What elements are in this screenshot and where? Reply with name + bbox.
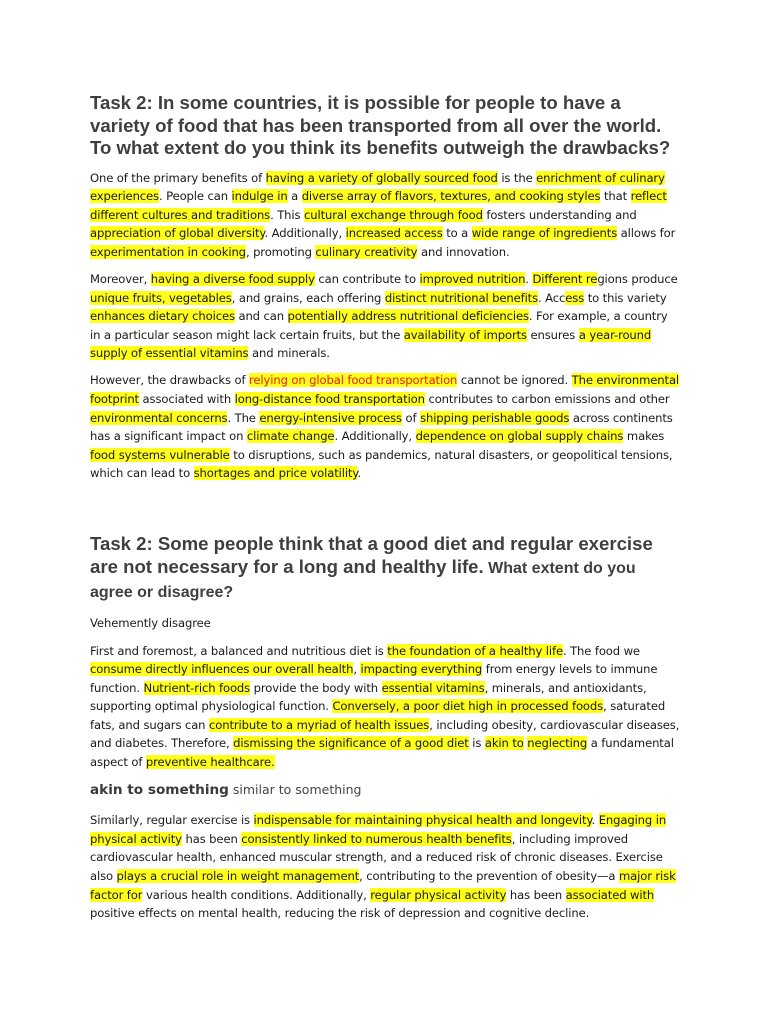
text-run: various health conditions. Additionally, [142,887,371,902]
text-run: and minerals. [248,346,330,361]
essay-paragraph [90,270,680,363]
text-run: that [600,189,631,204]
vocab-note [90,780,680,800]
highlighted-phrase: enrichment of culinary experiences [90,170,665,204]
highlighted-phrase: reflect different cultures and traditions [90,189,667,222]
text-run: , including obesity, cardiovascular diseases, and diabetes. Therefore, [90,717,680,751]
essay-paragraph [90,371,680,483]
highlighted-phrase: appreciation of global diversity [90,226,265,241]
text-run: . Additionally, [334,429,416,444]
highlighted-phrase: Different re [532,271,598,286]
text-run: from energy levels to immune function. [90,662,658,695]
text-run: of [401,410,421,425]
highlighted-phrase: distinct nutritional benefits [384,290,539,305]
task2-question-tail: What extent do you agree or disagree? [90,559,636,601]
text-run: a fundamental aspect of [90,736,674,770]
highlighted-phrase: indulge in [231,189,288,204]
highlighted-phrase: The environmental footprint [90,373,680,407]
text-run: and can [234,309,288,324]
essay-paragraph [90,642,680,772]
highlighted-phrase: availability of imports [403,327,527,342]
highlighted-phrase: experimentation in cooking [90,244,246,259]
text-run: to disruptions, such as pandemics, natural disasters, or geopolitical tensions, which can lead to [90,447,673,481]
task1-essay [90,169,680,484]
highlighted-phrase: major risk factor for [90,868,676,902]
highlighted-phrase: preventive healthcare. [145,755,275,770]
text-run: ensures [526,327,579,342]
task2-essay-continued [90,811,680,923]
highlighted-phrase: having a variety of globally sourced food [265,170,498,185]
highlighted-phrase: improved nutrition [419,271,526,286]
text-run: associated with [138,392,235,407]
text-run: has been [506,887,566,902]
text-run: a [287,189,302,204]
text-run: . Acc [538,290,566,305]
highlighted-phrase: diverse array of flavors, textures, and cooking styles [301,189,601,204]
highlighted-phrase: energy-intensive process [259,410,402,425]
text-run: . This [270,207,305,222]
highlighted-phrase: wide range of ingredients [471,226,618,241]
task2-essay [90,642,680,772]
task1-label: Task 2: [90,92,153,113]
highlighted-phrase: akin to [484,736,524,751]
task2-stance: Vehemently disagree [90,615,211,630]
text-run: . [525,271,533,286]
document-content [90,92,680,931]
highlighted-phrase: regular physical activity [370,887,507,902]
highlighted-phrase: impacting everything [360,662,483,677]
vocab-meaning: similar to something [228,782,362,798]
text-run: One of the primary benefits of [90,170,266,185]
highlighted-phrase: food systems vulnerable [90,447,230,462]
essay-paragraph [90,811,680,923]
highlighted-phrase-red: relying on global food transportation [249,373,458,388]
highlighted-phrase: long-distance food transportation [234,392,425,407]
text-run: , including improved cardiovascular health, enhanced muscular strength, and a reduced risk of chronic diseases. Exercise also [90,831,663,883]
highlighted-phrase: climate change [246,429,335,444]
highlighted-phrase: associated with [565,887,655,902]
highlighted-phrase: the foundation of a healthy life [387,643,563,658]
task2-question: Some people think that a good diet and regular exercise are not necessary for a long and healthy life. [90,533,653,577]
text-run: has been [181,831,242,846]
text-run: Similarly, regular exercise is [90,813,254,828]
text-run: Moreover, [90,271,151,286]
highlighted-phrase: potentially address nutritional deficiencies [287,309,529,324]
highlighted-phrase: dependence on global supply chains [415,429,624,444]
text-run: contributes to carbon emissions and other [424,392,670,407]
highlighted-phrase: shipping perishable goods [420,410,570,425]
text-run: is the [497,170,537,185]
text-run: allows for [617,226,676,241]
text-run: . The food we [562,643,640,658]
text-run: . People can [158,189,232,204]
highlighted-phrase: dismissing the significance of a good diet [233,736,469,751]
highlighted-phrase: a year-round supply of essential vitamins [90,327,652,361]
text-run: , [353,662,361,677]
vocab-term: akin to something [90,782,229,799]
highlighted-phrase: consume directly influences our overall health [90,662,354,677]
highlighted-phrase: increased access [345,226,443,241]
highlighted-phrase: having a diverse food supply [150,271,315,286]
text-run: provide the body with [250,680,382,695]
text-run: . Additionally, [264,226,346,241]
highlighted-phrase: neglecting [527,736,588,751]
text-run: , contributing to the prevention of obesity—a [359,868,619,883]
highlighted-phrase: Engaging in physical activity [90,813,667,846]
task1-question: In some countries, it is possible for people to have a variety of food that has been transported from all over the world. To what extent do you think its benefits outweigh the drawbacks? [90,92,671,158]
text-run: . [591,813,599,828]
text-run: and innovation. [417,244,510,259]
text-run: . The [227,410,260,425]
text-run: can contribute to [314,271,420,286]
highlighted-phrase: culinary creativity [315,244,418,259]
essay-paragraph [90,169,680,262]
highlighted-phrase: indispensable for maintaining physical health and longevity [253,813,592,828]
highlighted-phrase: plays a crucial role in weight management [116,868,360,883]
text-run: fosters understanding and [482,207,637,222]
highlighted-phrase: consistently linked to numerous health benefits [241,831,512,846]
text-run: , minerals, and antioxidants, supporting optimal physiological function. [90,680,647,714]
text-run: to a [442,226,472,241]
text-run: makes [623,429,665,444]
text-run: . [357,466,362,481]
highlighted-phrase: shortages and price volatility [193,466,358,481]
task2-label: Task 2: [90,533,153,554]
highlighted-phrase: environmental concerns [90,410,228,425]
text-run: , promoting [245,244,316,259]
highlighted-phrase: enhances dietary choices [90,309,235,324]
text-run: However, the drawbacks of [90,373,250,388]
highlighted-phrase: unique fruits, vegetables [90,290,232,305]
task2-heading [90,533,680,605]
text-run: . For example, a country in a particular season might lack certain fruits, but the [90,309,668,342]
highlighted-phrase: Conversely, a poor diet high in processed foods [332,699,604,714]
text-run: , saturated fats, and sugars can [90,699,666,732]
highlighted-phrase: cultural exchange through food [304,207,483,222]
text-run: is [468,736,485,751]
highlighted-phrase: essential vitamins [381,680,485,695]
text-run: , and grains, each offering [231,290,385,305]
text-run: to this variety [584,290,667,305]
task1-heading [90,92,680,160]
text-run: cannot be ignored. [457,373,572,388]
highlighted-phrase: Nutrient-rich foods [143,680,251,695]
highlighted-phrase: ess [565,290,585,305]
text-run: gions produce [597,271,678,286]
text-run: across continents has a significant impact on [90,410,673,444]
text-run: positive effects on mental health, reducing the risk of depression and cognitive decline. [90,906,590,921]
highlighted-phrase: contribute to a myriad of health issues [208,717,430,732]
text-run: First and foremost, a balanced and nutritious diet is [90,643,388,658]
